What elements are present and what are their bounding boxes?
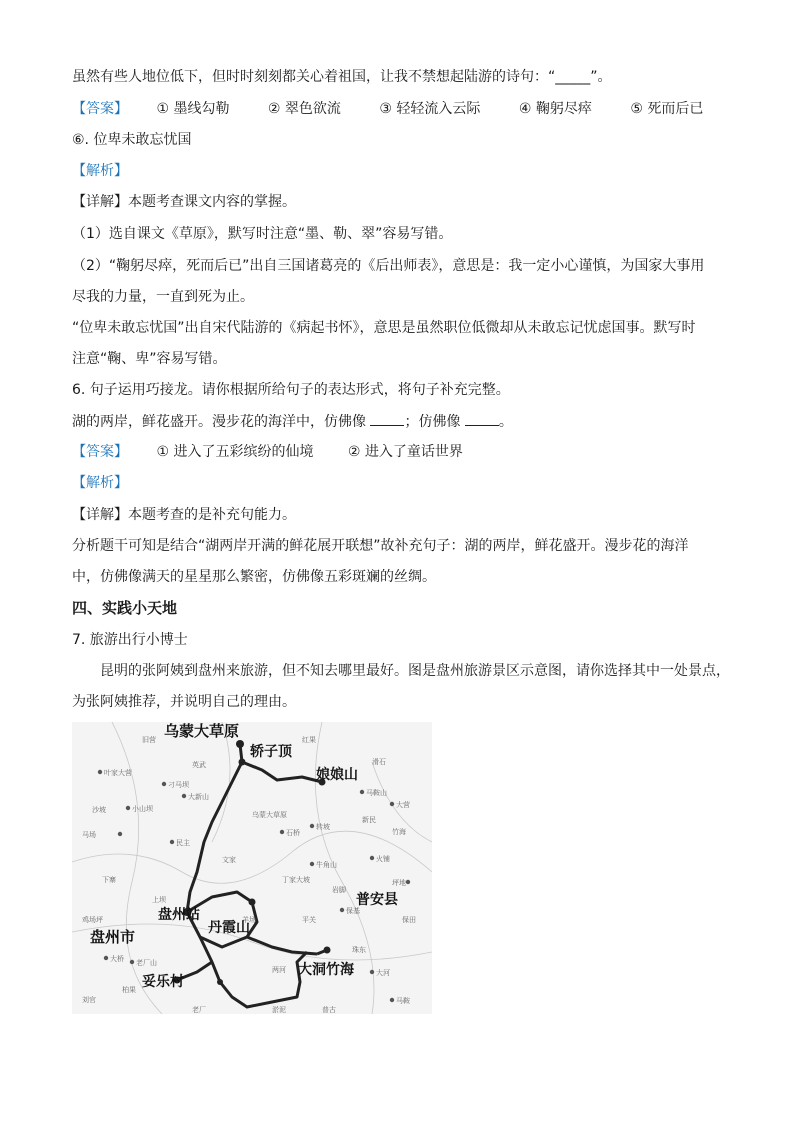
map-minor-label: 大营 <box>396 801 410 809</box>
detail-line: “位卑未敢忘忧国”出自宋代陆游的《病起书怀》，意思是虽然职位低微却从未敢忘记忧虑国事。默写时 <box>72 320 696 336</box>
map-label-dadong-bamboo-sea: 大洞竹海 <box>298 962 354 978</box>
answer-item: ① 进入了五彩缤纷的仙境 <box>156 444 314 460</box>
map-minor-label: 叶家大营 <box>104 769 132 777</box>
map-minor-label: 竹海 <box>392 828 406 836</box>
q6-prompt-end: 。 <box>498 414 513 430</box>
map-minor-label: 民主 <box>176 839 190 847</box>
map-minor-label: 岩脚 <box>332 886 346 894</box>
map-minor-label: 马鞍 <box>396 997 410 1005</box>
map-minor-label: 老厂 <box>192 1006 206 1014</box>
answer-item: ④ 鞠躬尽瘁 <box>518 101 592 117</box>
map-minor-label: 上坝 <box>152 896 166 904</box>
map-label-puan-county: 普安县 <box>356 892 398 908</box>
map-minor-label: 文家 <box>222 856 236 864</box>
map-label-panzhou-city: 盘州市 <box>90 928 136 946</box>
map-minor-label: 老厂山 <box>136 959 157 967</box>
map-minor-label: 转坡 <box>316 823 330 831</box>
panzhou-tourism-map <box>72 722 432 1014</box>
map-label-wumeng-grassland: 乌蒙大草原 <box>164 722 240 740</box>
map-minor-label: 小山坝 <box>132 805 153 813</box>
map-minor-label: 旧营 <box>142 736 156 744</box>
map-minor-label: 柏果 <box>122 986 136 994</box>
detail-line: 【详解】本题考查的是补充句能力。 <box>72 507 296 523</box>
detail-line: 中，仿佛像满天的星星那么繁密，仿佛像五彩斑斓的丝绸。 <box>72 569 436 585</box>
answer-item: ⑥. 位卑未敢忘忧国 <box>72 132 192 148</box>
map-minor-label: 红果 <box>302 736 316 744</box>
q7-paragraph: 为张阿姨推荐，并说明自己的理由。 <box>72 694 296 710</box>
map-minor-label: 火铺 <box>376 855 390 863</box>
map-label-panzhou-station: 盘州站 <box>158 907 200 923</box>
map-minor-label: 大桥 <box>110 955 124 963</box>
map-minor-label: 乌蒙大草原 <box>252 811 287 819</box>
map-minor-label: 保田 <box>402 916 416 924</box>
map-minor-label: 羊场 <box>242 916 256 924</box>
q6-prompt <box>72 411 513 432</box>
map-minor-label: 丁家大坡 <box>282 876 310 884</box>
map-minor-label: 两河 <box>272 966 286 974</box>
detail-line: 【详解】本题考查课文内容的掌握。 <box>72 194 296 210</box>
map-minor-label: 大新山 <box>188 793 209 801</box>
q5-answer-row <box>72 99 703 119</box>
answer-label: 【答案】 <box>72 101 128 117</box>
detail-line: 分析题干可知是结合“湖两岸开满的鲜花展开联想”故补充句子：湖的两岸，鲜花盛开。漫步花的海洋 <box>72 538 689 554</box>
analysis-label: 【解析】 <box>72 163 128 179</box>
map-minor-label: 刘官 <box>82 996 96 1004</box>
section-heading: 四、实践小天地 <box>72 599 178 617</box>
detail-line: 尽我的力量，一直到死为止。 <box>72 289 254 305</box>
map-minor-label: 平关 <box>302 916 316 924</box>
q6-title: 6. 句子运用巧接龙。请你根据所给句子的表达形式，将句子补充完整。 <box>72 382 510 398</box>
map-minor-label: 下寨 <box>102 876 116 884</box>
answer-item: ② 进入了童话世界 <box>347 444 463 460</box>
map-minor-label: 滑石 <box>372 758 386 766</box>
map-minor-label: 马场 <box>82 831 96 839</box>
map-minor-label: 英武 <box>192 761 206 769</box>
answer-item: ③ 轻轻流入云际 <box>379 101 481 117</box>
map-minor-label: 珠东 <box>352 946 366 954</box>
answer-item: ⑤ 死而后已 <box>630 101 704 117</box>
answer-blank <box>370 411 404 426</box>
detail-line: （1）选自课文《草原》，默写时注意“墨、勒、翠”容易写错。 <box>72 226 453 242</box>
detail-line: 注意“鞠、卑”容易写错。 <box>72 351 227 367</box>
map-minor-label: 沙坡 <box>92 806 106 814</box>
q6-answer-row <box>72 442 463 462</box>
q6-prompt-b: ；仿佛像 <box>404 414 461 430</box>
map-label-jiaozi-peak: 轿子顶 <box>250 744 292 760</box>
map-minor-label: 石桥 <box>286 829 300 837</box>
analysis-label: 【解析】 <box>72 475 128 491</box>
map-label-niangniang-mountain: 娘娘山 <box>316 767 358 783</box>
map-minor-label: 新民 <box>362 816 376 824</box>
map-minor-label: 牛角山 <box>316 861 337 869</box>
q7-paragraph: 昆明的张阿姨到盘州来旅游，但不知去哪里最好。图是盘州旅游景区示意图，请你选择其中一处景点， <box>100 663 730 679</box>
q5-tail-text: 虽然有些人地位低下，但时时刻刻都关心着祖国，让我不禁想起陆游的诗句：“_____”。 <box>72 69 612 85</box>
answer-item: ① 墨线勾勒 <box>156 101 230 117</box>
map-minor-label: 刁马坝 <box>168 781 189 789</box>
map-minor-label: 普古 <box>322 1006 336 1014</box>
answer-item: ② 翠色欲流 <box>267 101 341 117</box>
detail-line: （2）“鞠躬尽瘁，死而后已”出自三国诸葛亮的《后出师表》，意思是：我一定小心谨慎，为国家大事用 <box>72 258 705 274</box>
map-minor-label: 保基 <box>346 907 360 915</box>
answer-blank <box>465 411 499 426</box>
map-minor-label: 坪地 <box>392 879 406 887</box>
map-minor-label: 大河 <box>376 969 390 977</box>
map-minor-label: 淤泥 <box>272 1006 286 1014</box>
map-label-danxia-mountain: 丹霞山 <box>208 920 250 936</box>
map-minor-label: 鸡场坪 <box>82 916 103 924</box>
map-label-tuole-village: 妥乐村 <box>142 974 184 990</box>
q6-prompt-a: 湖的两岸，鲜花盛开。漫步花的海洋中，仿佛像 <box>72 414 366 430</box>
map-minor-label: 马鞍山 <box>366 789 387 797</box>
q7-title: 7. 旅游出行小博士 <box>72 632 188 648</box>
answer-label: 【答案】 <box>72 444 128 460</box>
